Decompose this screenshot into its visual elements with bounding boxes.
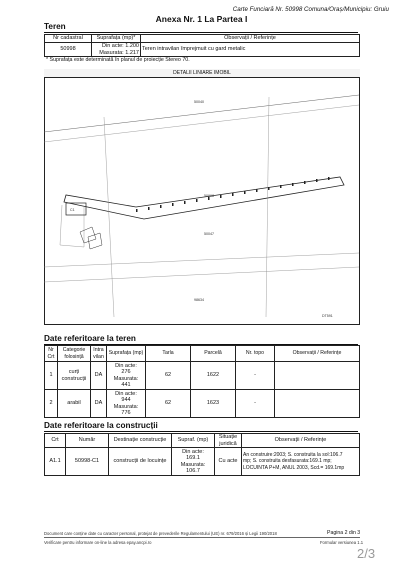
col-header: Număr [66, 434, 109, 448]
col-header: Categorie folosință [58, 346, 91, 362]
col-header: Suprafața (mp) [107, 346, 146, 362]
section-title-date-teren: Date referitoare la teren [44, 334, 136, 343]
section-title-teren: Teren [44, 22, 66, 31]
parcel-plan [44, 77, 359, 323]
col-header: Destinație construcție [109, 434, 172, 448]
book-line: Carte Funciară Nr. 50998 Comuna/Oraș/Municipiu: Gruiu [232, 6, 389, 13]
col-header: Observații / Referințe [275, 346, 360, 362]
col-header: Nr Crt [45, 346, 58, 362]
divider [44, 32, 358, 33]
suprafata-acte: Din acte: 1.200 [102, 43, 139, 50]
map-title: DETALII LINIARE IMOBIL [44, 69, 360, 78]
annex-title: Anexa Nr. 1 La Partea I [155, 14, 248, 24]
label-bottom-parcel: 98634 [194, 298, 204, 302]
nr-cadastral: 50998 [45, 43, 92, 57]
projection-note: * Suprafața este determinată în planul de proiecție Stereo 70. [46, 57, 190, 63]
fence-markers [136, 177, 330, 212]
col-header: Suprafața (mp)* [92, 35, 141, 43]
col-header: Nr cadastral [45, 35, 92, 43]
form-version: Formular versiunea 1.1 [320, 540, 364, 545]
road-line [44, 267, 359, 282]
verify-link-text[interactable]: Verificare pentru informare on-line la adresa epay.ancpi.ro [44, 540, 152, 545]
main-parcel-outline [64, 177, 344, 219]
observatii: Teren intravilan împrejmuit cu gard metalic [141, 43, 360, 57]
section-title-date-constructii: Date referitoare la construcții [44, 421, 158, 430]
date-teren-table [44, 345, 360, 418]
table-row: 2 arabil DA Din acte: 944 Masurata: 776 62 1623 - [45, 390, 360, 418]
boundary-line [104, 117, 114, 317]
table-row: A1.1 50998-C1 construcții de locuințe Din acte: 169.1 Masurata: 106.7 Cu acte An construire:2003; S. construita la sol:106.7 mp; S. construita desfasurata:169.1 mp; LOCUINTA P+M, ANUL 2003, Scd.= 169.1mp [45, 448, 360, 476]
label-building: C1 [70, 208, 75, 212]
label-lower-parcel: 50047 [204, 232, 214, 236]
suprafata-masurata: Masurata: 1.217 [99, 49, 139, 56]
footer-note: Document care conține date cu caracter personal, protejat de prevederile Regulamentului (UE) nr. 679/2016 și Legii 190/2018 [44, 531, 277, 536]
col-header: Supraf. (mp) [172, 434, 215, 448]
date-constructii-table [44, 433, 360, 476]
label-top-parcel: 50040 [194, 100, 204, 104]
boundary-line [266, 97, 269, 317]
page-indicator: 2/3 [357, 546, 376, 561]
divider [44, 537, 360, 538]
col-header: Parcelă [191, 346, 236, 362]
col-header: Nr. topo [236, 346, 275, 362]
road-line [44, 253, 359, 267]
road-line [44, 105, 359, 142]
label-corner: DT591 [322, 314, 333, 318]
col-header: Observații / Referințe [242, 434, 360, 448]
teren-table [44, 34, 360, 57]
col-header: Intra vilan [91, 346, 107, 362]
divider [44, 431, 358, 432]
page-label: Pagina 2 din 3 [327, 530, 361, 536]
table-row: 1 curți construcții DA Din acte: 276 Masurata: 441 62 1622 - [45, 362, 360, 390]
label-main-parcel: 50998 [204, 194, 214, 198]
col-header: Observații / Referințe [141, 35, 360, 43]
col-header: Situație juridică [215, 434, 242, 448]
col-header: Tarla [146, 346, 191, 362]
col-header: Crt [45, 434, 66, 448]
